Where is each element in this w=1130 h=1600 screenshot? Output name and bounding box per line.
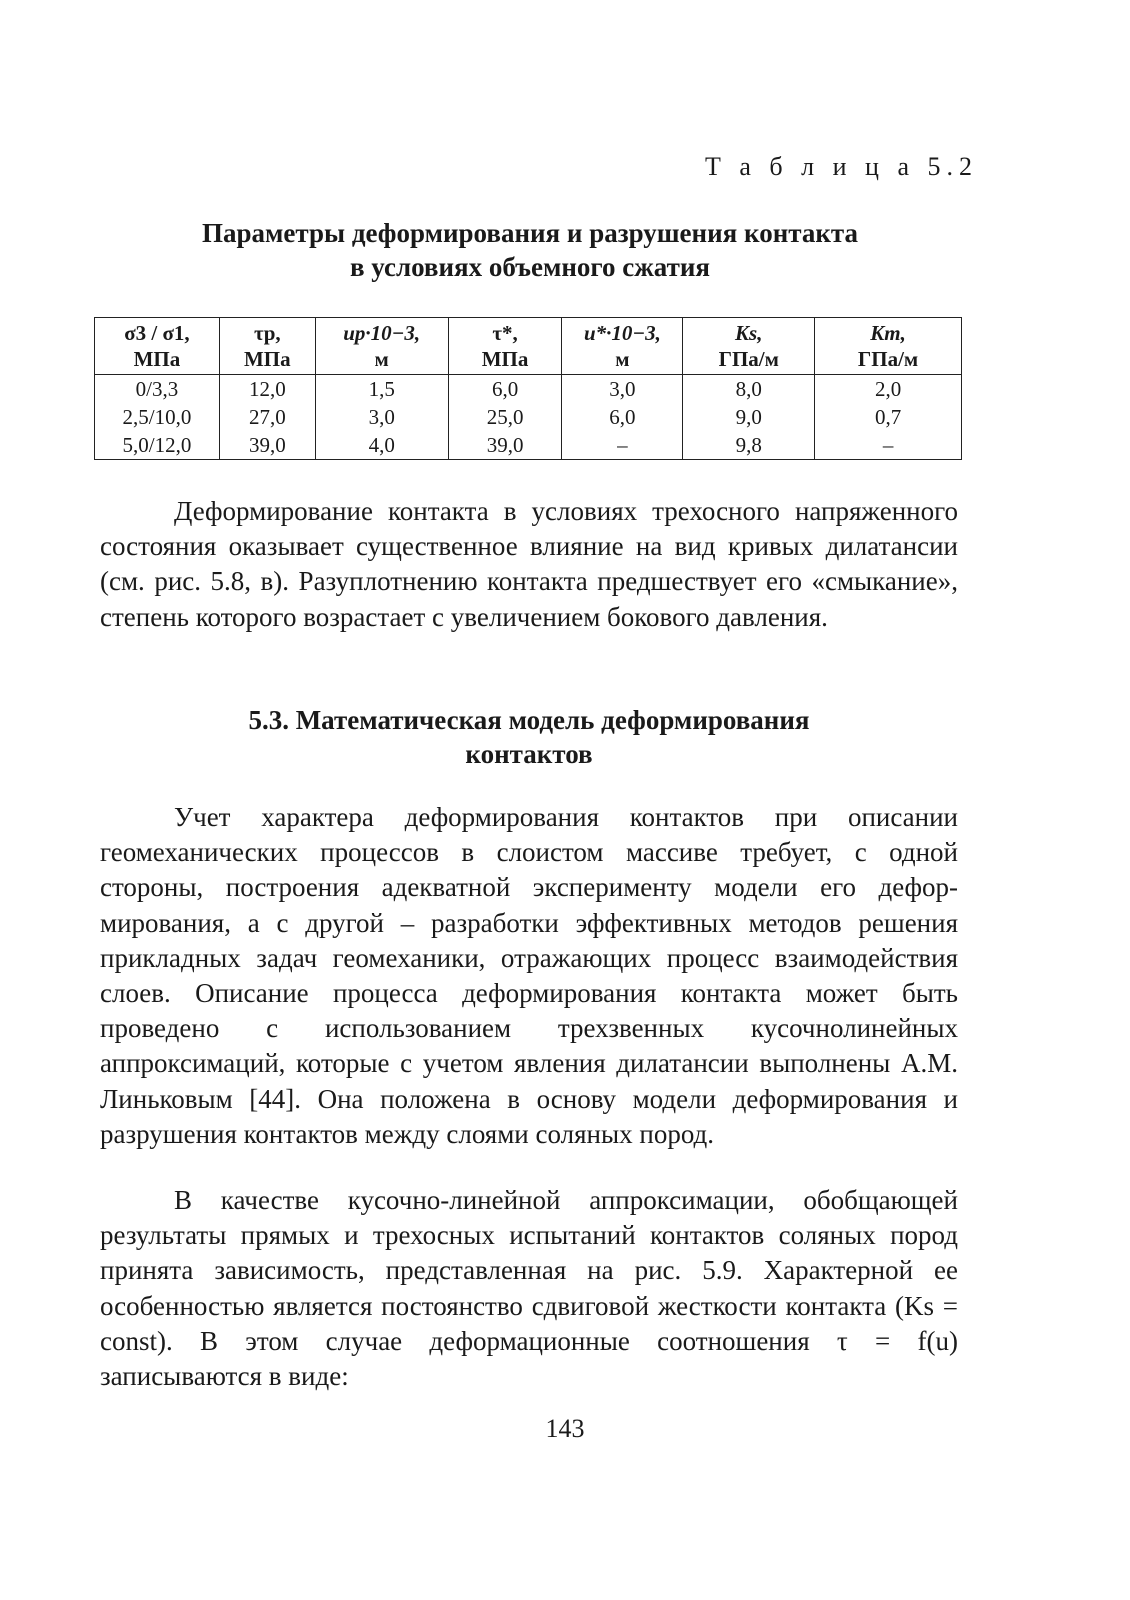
header-u-p [315, 318, 448, 375]
section-title [100, 703, 958, 771]
header-u-p-name: uр·10−3, [343, 321, 421, 345]
table-row [95, 431, 962, 460]
header-tau-star [448, 318, 562, 375]
table-label: Т а б л и ц а 5.2 [705, 152, 978, 181]
table-cell: 8,0 [683, 375, 815, 404]
table-title [100, 216, 960, 284]
header-ks-name: Ks, [735, 321, 763, 345]
section-title-line-2: контактов [465, 739, 593, 769]
table-cell: 39,0 [448, 431, 562, 460]
header-km-name: Km, [870, 321, 906, 345]
header-tau-star-unit: МПа [481, 347, 529, 371]
table-cell: 39,0 [219, 431, 315, 460]
table-cell: – [562, 431, 683, 460]
table-cell: 6,0 [562, 403, 683, 431]
table-cell: 12,0 [219, 375, 315, 404]
table-cell: 25,0 [448, 403, 562, 431]
header-tau-p-unit: МПа [243, 347, 291, 371]
header-km-unit: ГПа/м [857, 347, 919, 371]
page-number: 143 [545, 1414, 585, 1443]
paragraph-model-intro: Учет характера деформирования контактов при описании геомеханических процессов в слоистом массиве требует, с одной стороны, построения адекватной эксперименту модели его деформирования, а с другой – разработки эффективных методов решения прикладных задач геомеханики, отражающих процесс взаимодействия слоев. Описание процесса деформирования контакта может быть проведено с использованием трехзвенных кусочнолинейных аппроксимаций, которые с учетом явления дилатансии выполнены А.М. Линьковым [44]. Она положена в основу модели деформирования и разрушения контактов между слоями соляных пород. [100, 802, 958, 1149]
table-cell: 27,0 [219, 403, 315, 431]
header-u-star-name: u*·10−3, [583, 321, 661, 345]
table-title-line-2: в условиях объемного сжатия [349, 252, 711, 282]
table-cell: 9,0 [683, 403, 815, 431]
table-cell: 4,0 [315, 431, 448, 460]
table-cell: 9,8 [683, 431, 815, 460]
table-cell: 2,0 [815, 375, 962, 404]
header-ks [683, 318, 815, 375]
header-tau-p-name: τр, [254, 321, 281, 345]
table-cell: 0,7 [815, 403, 962, 431]
table-cell: – [815, 431, 962, 460]
table-title-line-1: Параметры деформирования и разрушения контакта [201, 218, 858, 248]
header-ks-unit: ГПа/м [718, 347, 779, 371]
table-cell: 6,0 [448, 375, 562, 404]
table-row [95, 403, 962, 431]
table-cell: 5,0/12,0 [95, 431, 220, 460]
paragraph-approximation: В качестве кусочно-линейной аппроксимации, обобщающей результаты прямых и трехосных испытаний контактов соляных пород принята зависимость, представленная на рис. 5.9. Характерной ее особенностью является постоянство сдвиговой жесткости контакта (Ks = const). В этом случае деформационные соотношения τ = f(u) записываются в виде: [100, 1185, 958, 1392]
header-sigma-unit: МПа [133, 347, 181, 371]
table-header-row [95, 318, 962, 375]
header-sigma-name: σ3 / σ1, [124, 321, 190, 345]
header-u-star-unit: м [615, 347, 630, 371]
paragraph-dilatancy: Деформирование контакта в условиях трехосного напряженного состояния оказывает существенное влияние на вид кривых дилатансии (см. рис. 5.8, в). Разуплотнению контакта предшествует его «смыкание», степень которого возрастает с увеличением бокового давления. [100, 496, 958, 632]
header-sigma [95, 318, 220, 375]
table-cell: 3,0 [562, 375, 683, 404]
table-cell: 1,5 [315, 375, 448, 404]
section-title-line-1: 5.3. Математическая модель деформирования [248, 705, 810, 735]
table-row [95, 375, 962, 404]
header-km [815, 318, 962, 375]
header-tau-p [219, 318, 315, 375]
parameters-table [94, 317, 962, 460]
header-u-p-unit: м [374, 347, 389, 371]
header-u-star [562, 318, 683, 375]
table-cell: 0/3,3 [95, 375, 220, 404]
table-cell: 2,5/10,0 [95, 403, 220, 431]
table-cell: 3,0 [315, 403, 448, 431]
header-tau-star-name: τ*, [492, 321, 518, 345]
